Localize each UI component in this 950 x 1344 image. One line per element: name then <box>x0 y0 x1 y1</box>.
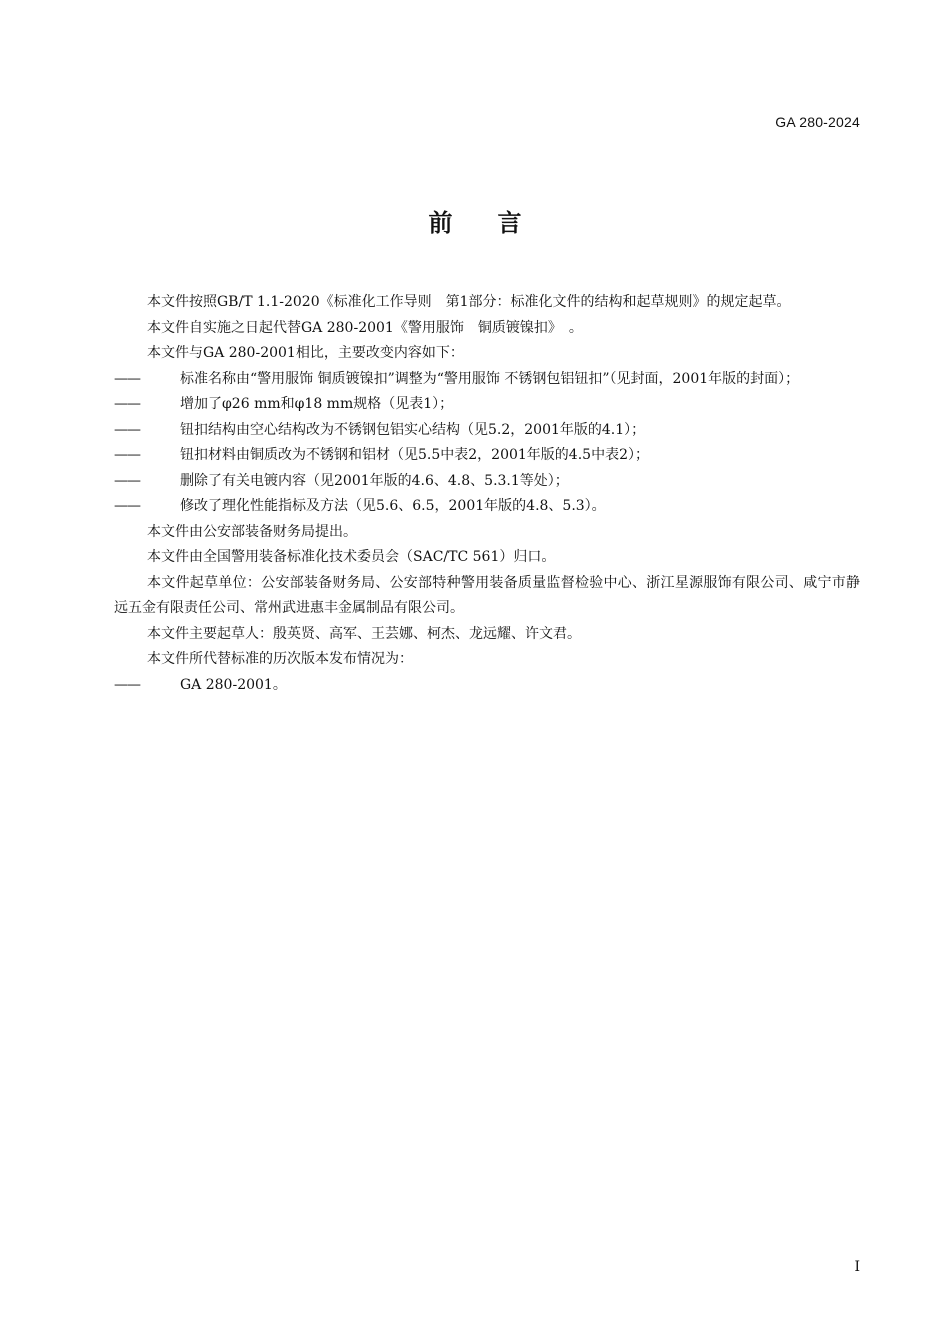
paragraph-changes-intro: 本文件与GA 280-2001相比，主要改变内容如下： <box>147 345 464 361</box>
paragraph-history-intro: 本文件所代替标准的历次版本发布情况为： <box>147 651 413 667</box>
change-item <box>114 494 860 520</box>
paragraph-drafting-units: 本文件起草单位：公安部装备财务局、公安部特种警用装备质量监督检验中心、浙江星源服饰有限公司、咸宁市静远五金有限责任公司、常州武进惠丰金属制品有限公司。 <box>114 574 860 616</box>
change-item-text: 删除了有关电镀内容（见2001年版的4.6、4.8、5.3.1等处）； <box>180 472 569 489</box>
change-item-text: 修改了理化性能指标及方法（见5.6、6.5，2001年版的4.8、5.3）。 <box>180 498 606 514</box>
history-item-text: GA 280-2001。 <box>180 676 287 693</box>
change-item <box>114 392 860 418</box>
change-item <box>114 469 860 495</box>
foreword-body <box>114 290 860 698</box>
dash-mark: —— <box>114 472 140 489</box>
dash-mark: —— <box>114 396 140 412</box>
paragraph-centralized-by: 本文件由全国警用装备标准化技术委员会（SAC/TC 561）归口。 <box>147 549 556 565</box>
change-item-text: 钮扣结构由空心结构改为不锈钢包铝实心结构（见5.2，2001年版的4.1）； <box>180 421 646 438</box>
dash-mark: —— <box>114 498 140 514</box>
dash-mark: —— <box>114 447 140 463</box>
dash-mark: —— <box>114 421 140 438</box>
page-number: I <box>854 1259 860 1275</box>
paragraph-proposed-by: 本文件由公安部装备财务局提出。 <box>147 523 357 540</box>
change-item-text: 增加了φ26 mm和φ18 mm规格（见表1）； <box>180 396 454 412</box>
change-item <box>114 443 860 469</box>
document-code: GA 280-2024 <box>775 114 860 130</box>
change-item <box>114 367 860 393</box>
change-item-text: 标准名称由“警用服饰 铜质镀镍扣”调整为“警用服饰 不锈钢包铝钮扣”（见封面，2001年版的封面）； <box>180 370 800 387</box>
dash-mark: —— <box>114 370 140 387</box>
dash-mark: —— <box>114 676 140 693</box>
paragraph-drafters: 本文件主要起草人：殷英贤、高军、王芸娜、柯杰、龙远耀、许文君。 <box>147 625 581 642</box>
page-title: 前言 <box>428 209 567 237</box>
paragraph-drafting-basis: 本文件按照GB/T 1.1-2020《标准化工作导则 第1部分：标准化文件的结构和起草规则》的规定起草。 <box>147 294 791 310</box>
change-item <box>114 418 860 444</box>
history-item <box>114 673 860 699</box>
paragraph-replacement: 本文件自实施之日起代替GA 280-2001《警用服饰 铜质镀镍扣》 。 <box>147 319 583 336</box>
change-item-text: 钮扣材料由铜质改为不锈钢和铝材（见5.5中表2，2001年版的4.5中表2）； <box>180 447 649 463</box>
